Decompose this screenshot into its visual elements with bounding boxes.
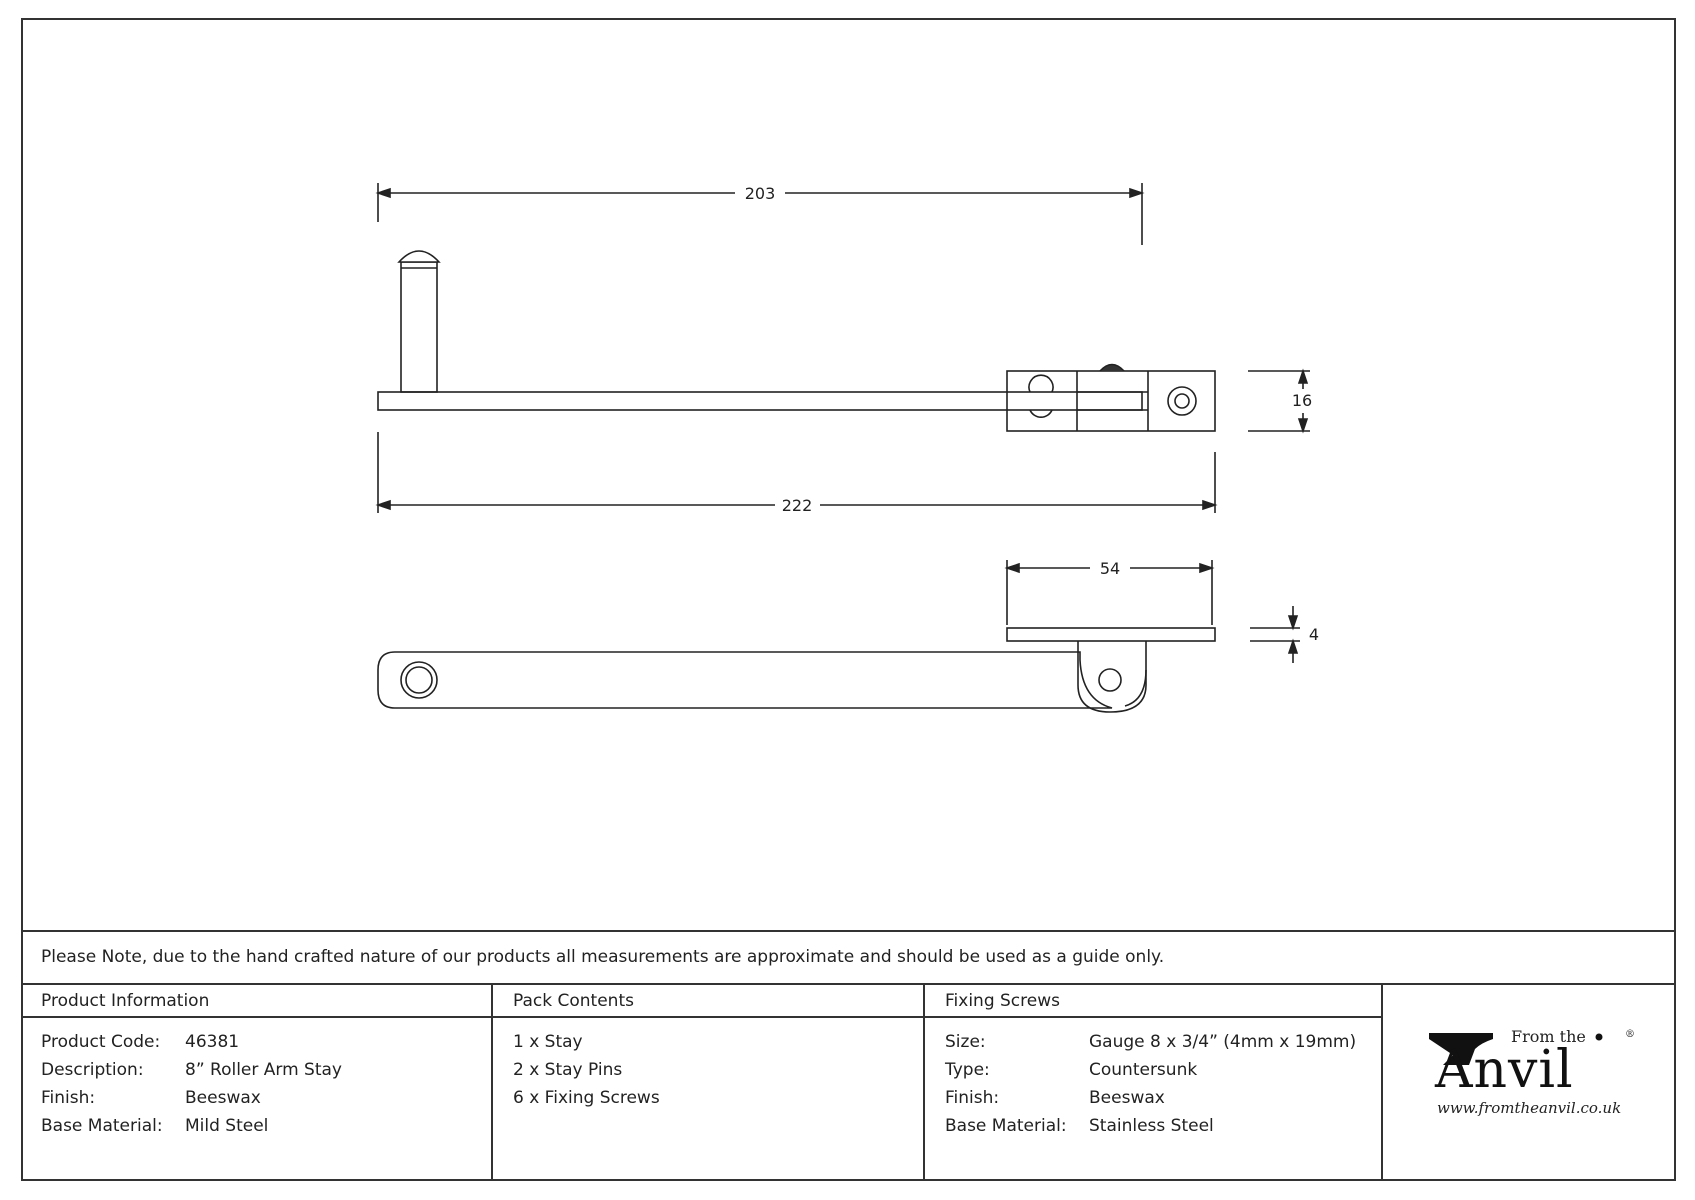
dimension-label-16: 16 [1291,391,1313,410]
screw-row [945,1032,1381,1060]
brand-logo-panel [1383,985,1674,1181]
info-row [41,1116,491,1144]
dimension-label-4: 4 [1308,625,1320,644]
info-label: Finish: [41,1088,96,1108]
stay-pin [399,251,439,392]
dimension-label-54: 54 [1099,559,1121,578]
info-row [41,1032,491,1060]
info-label: Description: [41,1060,144,1080]
info-label: Base Material: [41,1116,163,1136]
info-label: Product Code: [41,1032,161,1052]
screw-row [945,1060,1381,1088]
logo-from-the: From the [1511,1027,1586,1046]
anvil-logo [1423,1025,1643,1125]
logo-registered-mark: ® [1625,1029,1635,1040]
screw-label: Size: [945,1032,986,1052]
info-value: 46381 [185,1032,240,1052]
product-information-heading: Product Information [21,985,491,1018]
pack-contents-panel [493,985,925,1181]
fixing-screws-heading: Fixing Screws [925,985,1381,1018]
bracket-top-view [1007,365,1215,432]
screw-row [945,1116,1381,1144]
product-information-panel [21,985,493,1181]
screw-label: Type: [945,1060,990,1080]
fixing-screws-panel [925,985,1383,1181]
measurement-note [21,930,1676,983]
info-value: Mild Steel [185,1116,269,1136]
logo-website: www.fromtheanvil.co.uk [1437,1099,1622,1117]
screw-value: Countersunk [1089,1060,1198,1080]
dimension-4 [1250,606,1300,663]
pack-item: 2 x Stay Pins [513,1060,623,1080]
logo-dot [1596,1034,1603,1041]
note-text: Please Note, due to the hand crafted nature of our products all measurements are approximate and should be used as a guide only. [41,947,1165,967]
info-row [41,1088,491,1116]
bracket-side-view [1007,628,1215,712]
info-value: Beeswax [185,1088,261,1108]
pack-item: 6 x Fixing Screws [513,1088,660,1108]
stay-arm-top-view [378,392,1142,410]
title-block [21,983,1676,1181]
pack-item: 1 x Stay [513,1032,583,1052]
dimension-label-203: 203 [744,184,776,203]
pack-contents-heading: Pack Contents [493,985,923,1018]
screw-label: Base Material: [945,1116,1067,1136]
dimension-label-222: 222 [781,496,813,515]
stay-arm-side-view [378,652,1112,708]
info-row [41,1060,491,1088]
screw-row [945,1088,1381,1116]
screw-value: Beeswax [1089,1088,1165,1108]
screw-value: Stainless Steel [1089,1116,1214,1136]
info-value: 8” Roller Arm Stay [185,1060,342,1080]
screw-label: Finish: [945,1088,1000,1108]
screw-value: Gauge 8 x 3/4” (4mm x 19mm) [1089,1032,1357,1052]
logo-brand-name: Anvil [1435,1040,1574,1100]
